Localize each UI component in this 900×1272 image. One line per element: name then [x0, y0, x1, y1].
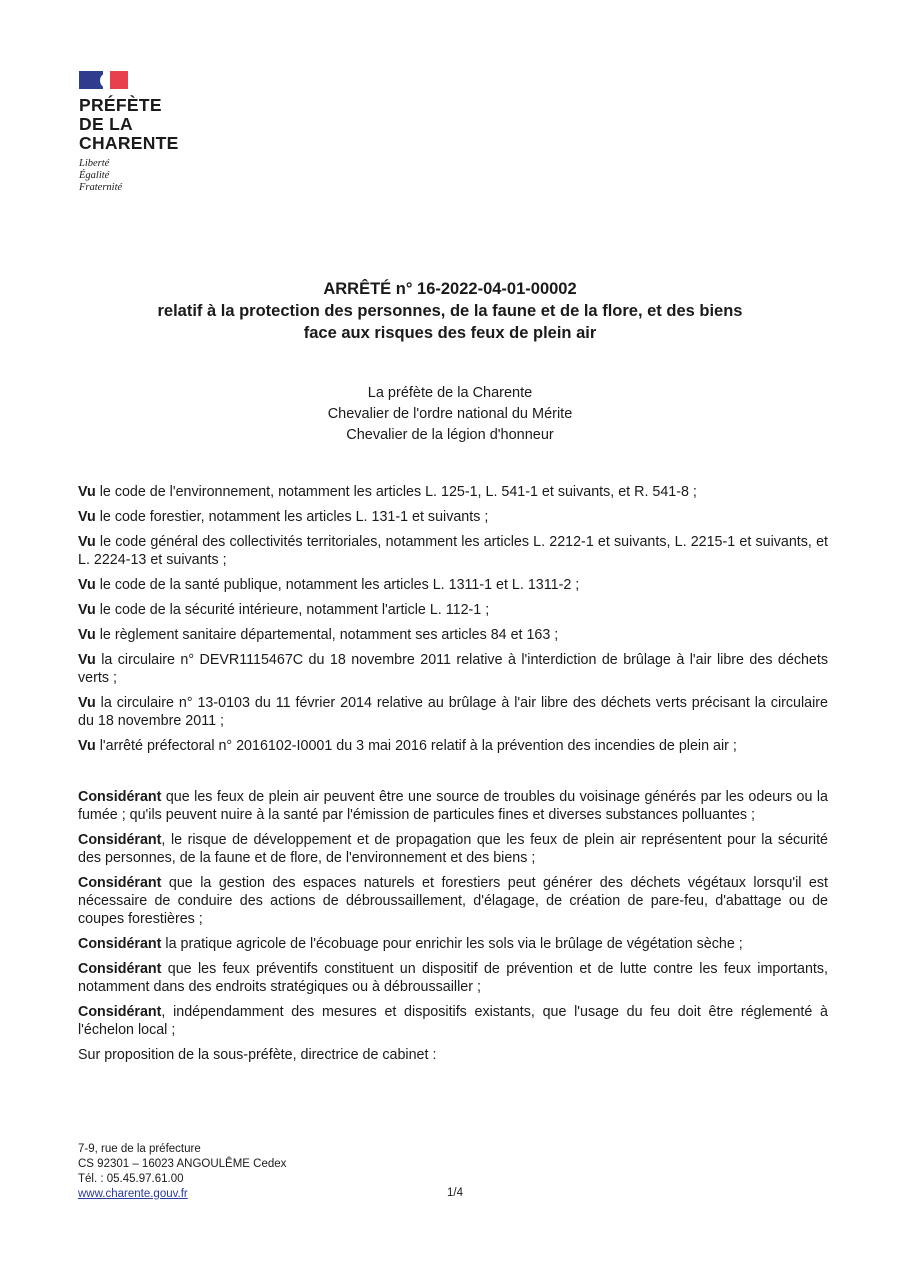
document-title: [0, 278, 900, 344]
considerant-item-lead: Considérant: [78, 789, 162, 805]
visa-item-lead: Vu: [78, 534, 96, 550]
visa-item: [78, 651, 828, 687]
considerant-item: [78, 831, 828, 867]
visa-item-text: la circulaire n° 13-0103 du 11 février 2014 relative au brûlage à l'air libre des déchets verts précisant la circulaire du 18 novembre 2011 ;: [78, 695, 828, 729]
authority-line: Chevalier de l'ordre national du Mérite: [327, 406, 573, 422]
visa-item: [78, 601, 828, 619]
institution-line: DE LA: [79, 114, 133, 134]
visas-list: [78, 483, 828, 755]
footer-street: 7-9, rue de la préfecture: [78, 1143, 201, 1155]
visa-item: [78, 576, 828, 594]
visa-item-text: le règlement sanitaire départemental, notamment ses articles 84 et 163 ;: [95, 627, 559, 643]
institution-line: CHARENTE: [79, 133, 179, 153]
visa-item-lead: Vu: [78, 738, 96, 754]
visa-item-lead: Vu: [78, 602, 96, 618]
considerant-item: [78, 960, 828, 996]
visa-item: [78, 626, 828, 644]
considerant-item-text: que les feux de plein air peuvent être une source de troubles du voisinage générés par les odeurs ou la fumée ; qu'ils peuvent nuire à la santé par l'émission de particules fines et diverses substances polluantes ;: [78, 789, 828, 823]
considerant-item-text: , le risque de développement et de propagation que les feux de plein air représentent pour la sécurité des personnes, de la faune et de flore, de l'environnement et des biens ;: [78, 832, 828, 866]
visa-item-lead: Vu: [78, 652, 96, 668]
considerants-list: [78, 788, 828, 1039]
considerant-item-lead: Considérant: [78, 832, 162, 848]
visa-item-text: le code de la santé publique, notamment les articles L. 1311-1 et L. 1311-2 ;: [95, 577, 580, 593]
motto: [79, 158, 179, 194]
visa-item-text: le code forestier, notamment les articles L. 131-1 et suivants ;: [95, 509, 489, 525]
title-subject-line: relatif à la protection des personnes, de la faune et de la flore, et des biens: [157, 302, 743, 320]
institution-name: [79, 96, 179, 153]
visa-item-text: le code de la sécurité intérieure, notamment l'article L. 112-1 ;: [95, 602, 490, 618]
page-number: 1/4: [447, 1187, 463, 1199]
footer-phone: Tél. : 05.45.97.61.00: [78, 1173, 184, 1185]
considerant-item-text: que les feux préventifs constituent un dispositif de prévention et de lutte contre les feux importants, notamment dans des endroits stratégiques ou à débroussailler ;: [78, 961, 828, 995]
visa-item-text: le code général des collectivités territoriales, notamment les articles L. 2212-1 et suivants, L. 2215-1 et suivants, et L. 2224-13 et suivants ;: [78, 534, 828, 568]
considerant-item-text: la pratique agricole de l'écobuage pour enrichir les sols via le brûlage de végétation sèche ;: [161, 936, 743, 952]
document-body: [78, 483, 828, 1071]
footer-address: [78, 1142, 286, 1202]
footer-city: CS 92301 – 16023 ANGOULÊME Cedex: [78, 1158, 287, 1170]
visa-item: [78, 508, 828, 526]
considerant-item: [78, 935, 828, 953]
considerant-item-lead: Considérant: [78, 936, 162, 952]
motto-line: Fraternité: [79, 182, 123, 193]
marianne-flag-icon: [79, 71, 128, 89]
visa-item-lead: Vu: [78, 509, 96, 525]
motto-line: Liberté: [79, 158, 110, 169]
visa-item-text: la circulaire n° DEVR1115467C du 18 novembre 2011 relative à l'interdiction de brûlage à l'air libre des déchets verts ;: [78, 652, 828, 686]
considerant-item-text: que la gestion des espaces naturels et forestiers peut générer des déchets végétaux lorsqu'il est nécessaire de conduire des actions de débroussaillement, d'élagage, de création de pare-feu, d'abattage ou de coupes forestières ;: [78, 875, 828, 927]
authority-line: La préfète de la Charente: [367, 385, 533, 401]
footer-website-link[interactable]: www.charente.gouv.fr: [78, 1188, 188, 1200]
institution-line: PRÉFÈTE: [79, 95, 162, 115]
decree-number: ARRÊTÉ n° 16-2022-04-01-00002: [323, 280, 577, 298]
proposal-line: Sur proposition de la sous-préfète, directrice de cabinet :: [78, 1047, 437, 1063]
considerant-item: [78, 788, 828, 824]
visa-item: [78, 694, 828, 730]
prefecture-logo: [79, 71, 179, 194]
considerant-item-text: , indépendamment des mesures et dispositifs existants, que l'usage du feu doit être réglementé à l'échelon local ;: [78, 1004, 828, 1038]
authority-line: Chevalier de la légion d'honneur: [346, 427, 554, 443]
visa-item-lead: Vu: [78, 484, 96, 500]
visa-item-text: l'arrêté préfectoral n° 2016102-I0001 du 3 mai 2016 relatif à la prévention des incendies de plein air ;: [95, 738, 737, 754]
considerant-item-lead: Considérant: [78, 961, 162, 977]
considerant-item: [78, 1003, 828, 1039]
title-subject-line: face aux risques des feux de plein air: [303, 324, 597, 342]
considerant-item: [78, 874, 828, 928]
considerant-item-lead: Considérant: [78, 875, 162, 891]
authority-block: [0, 383, 900, 446]
visa-item: [78, 737, 828, 755]
visa-item: [78, 483, 828, 501]
considerant-item-lead: Considérant: [78, 1004, 162, 1020]
motto-line: Égalité: [79, 170, 110, 181]
visa-item: [78, 533, 828, 569]
visa-item-text: le code de l'environnement, notamment les articles L. 125-1, L. 541-1 et suivants, et R. 541-8 ;: [95, 484, 697, 500]
visa-item-lead: Vu: [78, 577, 96, 593]
visa-item-lead: Vu: [78, 627, 96, 643]
visa-item-lead: Vu: [78, 695, 96, 711]
